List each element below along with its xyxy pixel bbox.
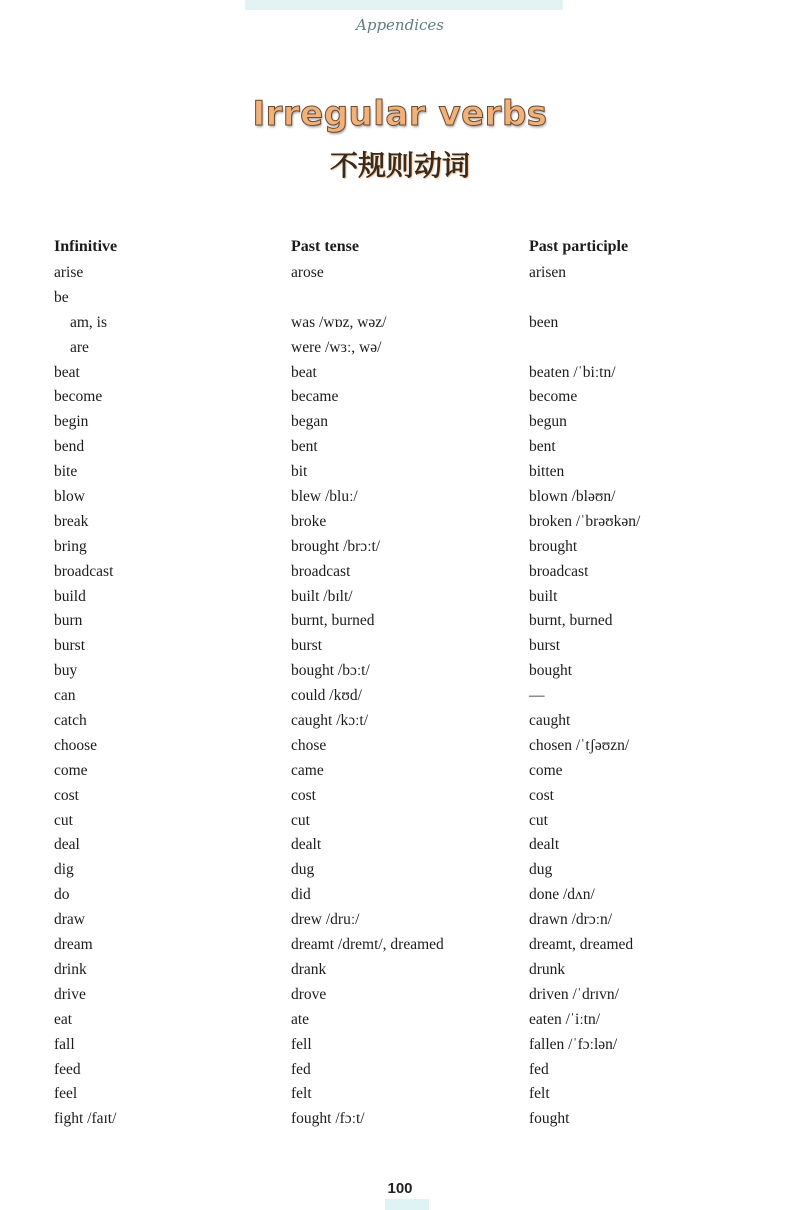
table-row bbox=[54, 588, 754, 613]
past-participle-cell: drunk bbox=[529, 960, 566, 978]
infinitive-cell: can bbox=[54, 687, 76, 705]
past-tense-cell: dealt bbox=[291, 836, 322, 854]
section-label: Appendices bbox=[356, 16, 444, 34]
past-participle-cell: arisen bbox=[529, 264, 567, 281]
infinitive-cell: begin bbox=[54, 413, 89, 431]
past-tense-cell: blew /bluː/ bbox=[291, 488, 358, 506]
past-tense-cell: fed bbox=[291, 1060, 311, 1078]
past-tense-cell: burst bbox=[291, 637, 322, 655]
infinitive-cell: burst bbox=[54, 637, 85, 655]
table-row bbox=[54, 687, 754, 712]
table-body bbox=[54, 264, 754, 1135]
past-tense-cell: became bbox=[291, 388, 339, 406]
infinitive-cell: come bbox=[54, 761, 88, 779]
infinitive-cell: beat bbox=[54, 363, 80, 381]
infinitive-cell: are bbox=[70, 338, 89, 356]
past-tense-cell: felt bbox=[291, 1085, 312, 1103]
past-tense-cell: fought /fɔːt/ bbox=[291, 1110, 365, 1128]
bottom-color-band bbox=[385, 1199, 429, 1210]
infinitive-cell: arise bbox=[54, 264, 84, 281]
infinitive-cell: deal bbox=[54, 836, 80, 854]
table-row bbox=[54, 513, 754, 538]
past-tense-cell: bit bbox=[291, 463, 308, 481]
infinitive-cell: be bbox=[54, 288, 69, 306]
table-row bbox=[54, 1110, 754, 1135]
past-tense-cell: began bbox=[291, 413, 329, 431]
past-tense-cell: bent bbox=[291, 438, 318, 456]
past-tense-cell: cost bbox=[291, 786, 316, 804]
column-header-past-participle: Past participle bbox=[529, 238, 629, 255]
past-participle-cell: — bbox=[529, 687, 545, 705]
infinitive-cell: blow bbox=[54, 488, 85, 506]
infinitive-cell: bite bbox=[54, 463, 78, 481]
table-row bbox=[54, 961, 754, 986]
infinitive-cell: eat bbox=[54, 1010, 73, 1028]
past-participle-cell: broken /ˈbrəʊkən/ bbox=[529, 512, 641, 530]
table-row bbox=[54, 836, 754, 861]
past-tense-cell: beat bbox=[291, 363, 317, 381]
table-row bbox=[54, 861, 754, 886]
past-tense-cell: drank bbox=[291, 960, 327, 978]
infinitive-cell: burn bbox=[54, 612, 83, 630]
infinitive-cell: fight /faɪt/ bbox=[54, 1110, 117, 1128]
table-row bbox=[54, 936, 754, 961]
infinitive-cell: do bbox=[54, 886, 70, 904]
table-row bbox=[54, 737, 754, 762]
past-participle-cell: been bbox=[529, 313, 559, 331]
infinitive-cell: bring bbox=[54, 537, 87, 555]
table-row bbox=[54, 413, 754, 438]
table-row bbox=[54, 463, 754, 488]
past-participle-cell: eaten /ˈiːtn/ bbox=[529, 1010, 601, 1028]
past-participle-cell: dealt bbox=[529, 836, 560, 854]
table-row bbox=[54, 1011, 754, 1036]
past-participle-cell: burnt, burned bbox=[529, 612, 613, 630]
past-participle-cell: blown /bləʊn/ bbox=[529, 488, 616, 506]
past-participle-cell: done /dʌn/ bbox=[529, 886, 595, 904]
past-participle-cell: dreamt, dreamed bbox=[529, 936, 634, 954]
past-tense-cell: chose bbox=[291, 736, 327, 754]
past-tense-cell: dug bbox=[291, 861, 315, 879]
past-tense-cell: broke bbox=[291, 512, 327, 530]
past-participle-cell: brought bbox=[529, 537, 578, 555]
infinitive-cell: cut bbox=[54, 811, 73, 829]
infinitive-cell: drink bbox=[54, 960, 87, 978]
infinitive-cell: cost bbox=[54, 786, 79, 804]
table-row bbox=[54, 364, 754, 389]
column-header-past-tense: Past tense bbox=[291, 238, 359, 255]
infinitive-cell: dig bbox=[54, 861, 74, 879]
past-tense-cell: came bbox=[291, 761, 324, 779]
past-participle-cell: felt bbox=[529, 1085, 550, 1103]
table-row bbox=[54, 339, 754, 364]
past-tense-cell: fell bbox=[291, 1035, 312, 1053]
column-header-infinitive: Infinitive bbox=[54, 238, 118, 255]
past-participle-cell: cut bbox=[529, 811, 548, 829]
past-participle-cell: bitten bbox=[529, 463, 565, 481]
past-tense-cell: could /kʊd/ bbox=[291, 687, 362, 705]
past-tense-cell: cut bbox=[291, 811, 310, 829]
past-tense-cell: were /wɜː, wə/ bbox=[291, 338, 382, 356]
irregular-verbs-table bbox=[54, 238, 754, 1135]
past-tense-cell: caught /kɔːt/ bbox=[291, 712, 369, 730]
table-row bbox=[54, 787, 754, 812]
infinitive-cell: build bbox=[54, 587, 86, 605]
infinitive-cell: broadcast bbox=[54, 562, 114, 580]
past-tense-cell: brought /brɔːt/ bbox=[291, 537, 381, 555]
past-tense-cell: bought /bɔːt/ bbox=[291, 662, 370, 680]
past-participle-cell: fed bbox=[529, 1060, 549, 1078]
past-participle-cell: drawn /drɔːn/ bbox=[529, 911, 613, 929]
table-row bbox=[54, 762, 754, 787]
table-row bbox=[54, 388, 754, 413]
table-row bbox=[54, 1085, 754, 1110]
past-participle-cell: built bbox=[529, 587, 558, 605]
past-participle-cell: chosen /ˈtʃəʊzn/ bbox=[529, 736, 630, 754]
infinitive-cell: feel bbox=[54, 1085, 78, 1103]
infinitive-cell: drive bbox=[54, 985, 86, 1003]
infinitive-cell: fall bbox=[54, 1035, 75, 1053]
table-row bbox=[54, 1061, 754, 1086]
past-tense-cell: drove bbox=[291, 985, 327, 1003]
table-row bbox=[54, 1036, 754, 1061]
past-tense-cell: did bbox=[291, 886, 311, 904]
table-row bbox=[54, 612, 754, 637]
past-participle-cell: caught bbox=[529, 712, 571, 730]
past-participle-cell: burst bbox=[529, 637, 560, 655]
table-header bbox=[54, 238, 754, 264]
past-participle-cell: begun bbox=[529, 413, 567, 431]
past-tense-cell: was /wɒz, wəz/ bbox=[291, 313, 387, 331]
infinitive-cell: break bbox=[54, 512, 89, 530]
table-row bbox=[54, 637, 754, 662]
past-participle-cell: beaten /ˈbiːtn/ bbox=[529, 363, 616, 381]
table-row bbox=[54, 314, 754, 339]
past-participle-cell: bought bbox=[529, 662, 573, 680]
past-participle-cell: broadcast bbox=[529, 562, 589, 580]
table-row bbox=[54, 712, 754, 737]
past-participle-cell: driven /ˈdrɪvn/ bbox=[529, 985, 619, 1003]
past-tense-cell: arose bbox=[291, 264, 324, 281]
past-participle-cell: cost bbox=[529, 786, 554, 804]
past-participle-cell: fallen /ˈfɔːlən/ bbox=[529, 1035, 618, 1053]
infinitive-cell: become bbox=[54, 388, 103, 406]
top-color-band bbox=[245, 0, 563, 10]
page-title: Irregular verbs bbox=[252, 94, 548, 134]
table-row bbox=[54, 289, 754, 314]
past-tense-cell: drew /druː/ bbox=[291, 911, 360, 929]
table-row bbox=[54, 986, 754, 1011]
infinitive-cell: catch bbox=[54, 712, 87, 730]
page-title-chinese: 不规则动词 bbox=[329, 149, 470, 182]
past-tense-cell: built /bɪlt/ bbox=[291, 587, 353, 605]
past-participle-cell: bent bbox=[529, 438, 556, 456]
past-tense-cell: dreamt /dremt/, dreamed bbox=[291, 936, 444, 954]
table-row bbox=[54, 886, 754, 911]
page-number: 100 bbox=[387, 1180, 413, 1197]
table-row bbox=[54, 812, 754, 837]
infinitive-cell: dream bbox=[54, 936, 93, 954]
infinitive-cell: bend bbox=[54, 438, 85, 456]
infinitive-cell: choose bbox=[54, 736, 98, 754]
past-participle-cell: dug bbox=[529, 861, 553, 879]
past-participle-cell: become bbox=[529, 388, 578, 406]
past-participle-cell: come bbox=[529, 761, 563, 779]
past-tense-cell: ate bbox=[291, 1010, 310, 1028]
past-tense-cell: burnt, burned bbox=[291, 612, 375, 630]
infinitive-cell: am, is bbox=[70, 313, 108, 331]
table-row bbox=[54, 563, 754, 588]
table-row bbox=[54, 538, 754, 563]
infinitive-cell: draw bbox=[54, 911, 85, 929]
table-row bbox=[54, 264, 754, 289]
past-participle-cell: fought bbox=[529, 1110, 570, 1128]
infinitive-cell: feed bbox=[54, 1060, 81, 1078]
table-row bbox=[54, 662, 754, 687]
past-tense-cell: broadcast bbox=[291, 562, 351, 580]
table-row bbox=[54, 488, 754, 513]
table-row bbox=[54, 438, 754, 463]
infinitive-cell: buy bbox=[54, 662, 78, 680]
table-row bbox=[54, 911, 754, 936]
